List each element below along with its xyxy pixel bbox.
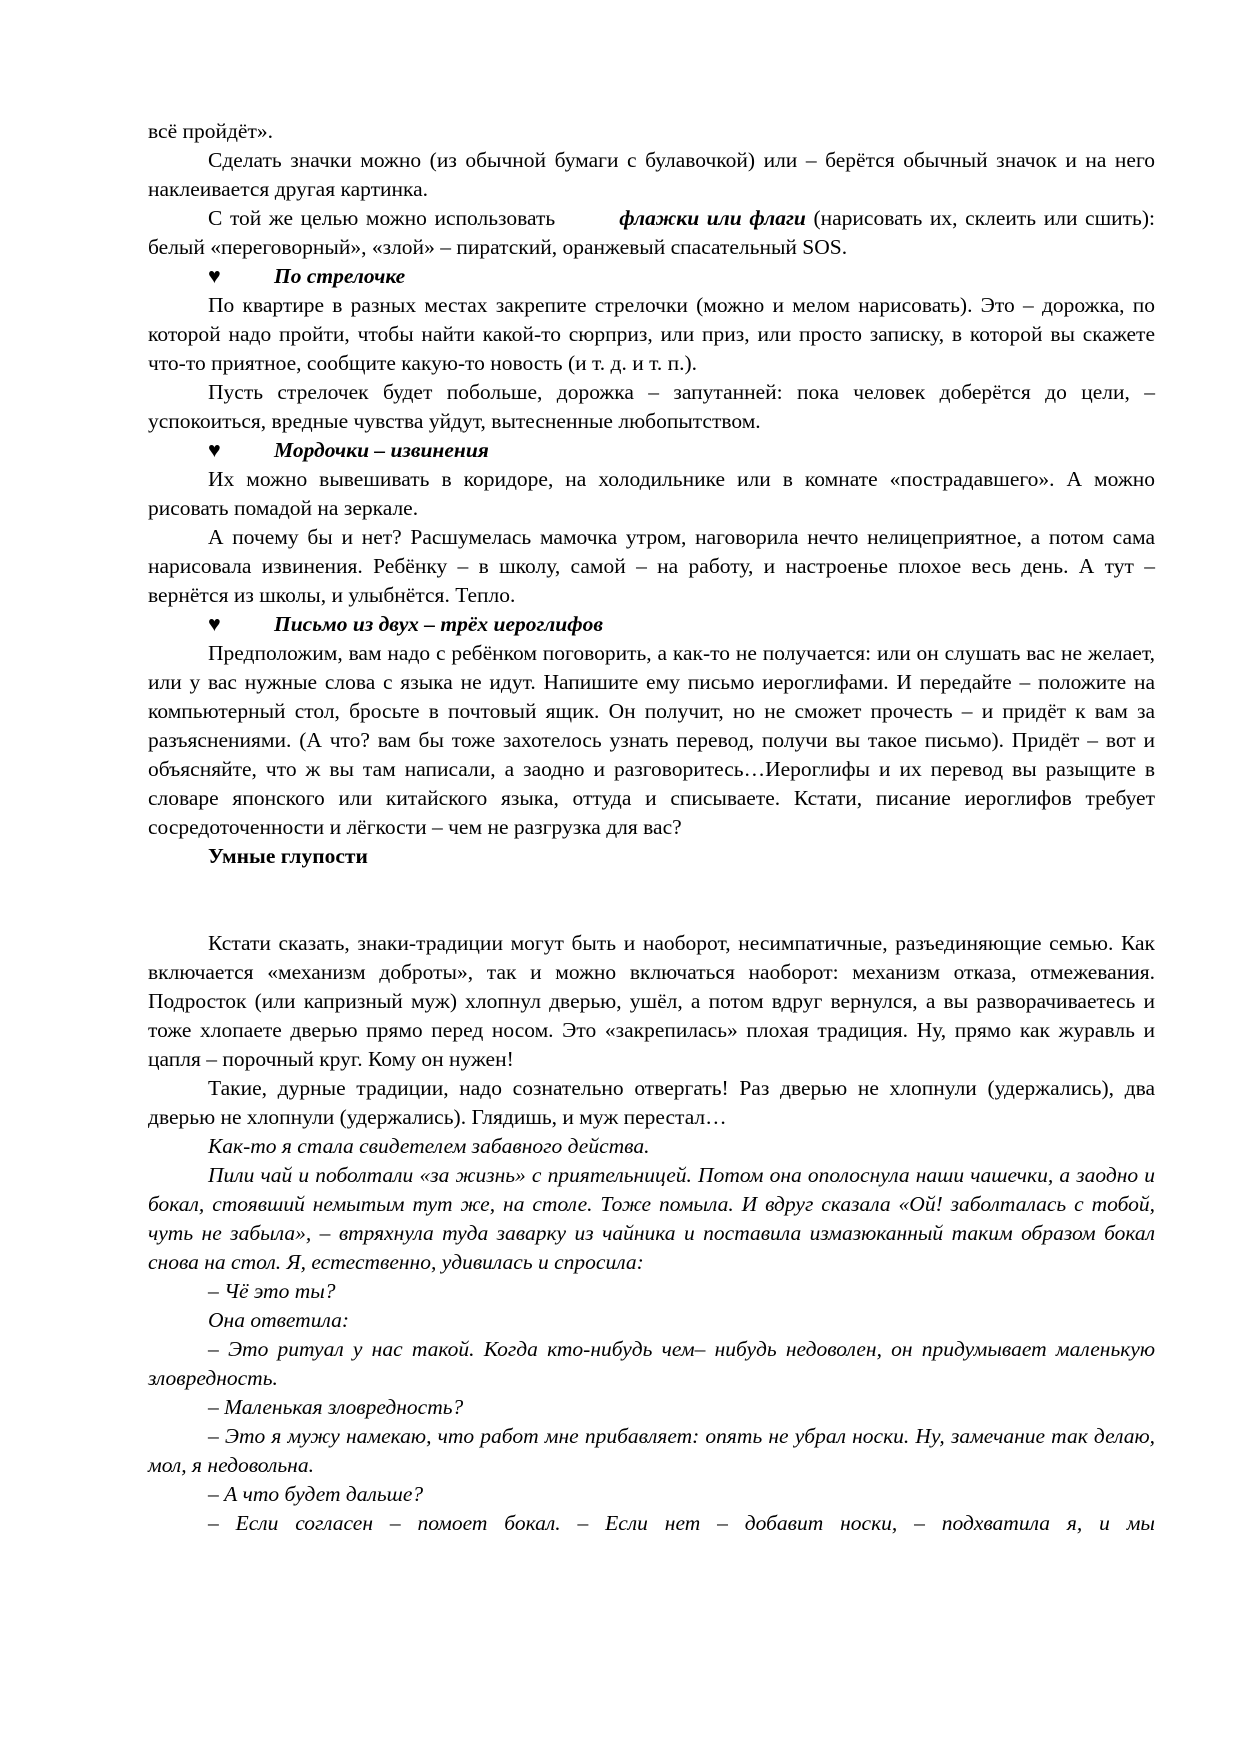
paragraph-text: (нарисовать их, склеить или сшить): белый «переговорный», «злой» – пиратский, оранжевый спасательный SOS.	[148, 206, 1155, 259]
paragraph: всё пройдёт».	[148, 119, 274, 143]
section-heading-text: По стрелочке	[274, 264, 406, 288]
section-heading-text: Письмо из двух – трёх иероглифов	[274, 612, 603, 636]
paragraph: Пусть стрелочек будет побольше, дорожка – запутанней: пока человек доберётся до цели, – успокоиться, вредные чувства уйдут, вытесненные любопытством.	[148, 380, 1155, 433]
paragraph: По квартире в разных местах закрепите стрелочки (можно и мелом нарисовать). Это – дорожка, по которой надо пройти, чтобы найти какой-то сюрприз, или приз, или просто записку, в которой вы скажете что-то приятное, сообщите какую-то новость (и т. д. и т. п.).	[148, 293, 1155, 375]
section-heading	[148, 610, 1155, 639]
paragraph: Кстати сказать, знаки-традиции могут быть и наоборот, несимпатичные, разъединяющие семью. Как включается «механизм доброты», так и можно включаться наоборот: механизм отказа, отмежевания. Подросток (или капризный муж) хлопнул дверью, ушёл, а потом вдруг вернулся, а вы разворачиваетесь и тоже хлопаете дверью прямо перед носом. Это «закрепилась» плохая традиция. Ну, прямо как журавль и цапля – порочный круг. Кому он нужен!	[148, 931, 1155, 1071]
dialogue-line: – Это ритуал у нас такой. Когда кто-нибудь чем– нибудь недоволен, он придумывает маленькую зловредность.	[148, 1337, 1155, 1390]
dialogue-line: Она ответила:	[208, 1308, 350, 1332]
dialogue-line: – Это я мужу намекаю, что работ мне прибавляет: опять не убрал носки. Ну, замечание так делаю, мол, я недовольна.	[148, 1424, 1155, 1477]
dialogue-line: – Маленькая зловредность?	[208, 1395, 464, 1419]
section-heading	[148, 262, 1155, 291]
heart-icon: ♥	[208, 264, 221, 288]
italic-paragraph: Пили чай и поболтали «за жизнь» с приятельницей. Потом она ополоснула наши чашечки, а заодно и бокал, стоявший немытым тут же, на столе. Тоже помыла. И вдруг сказала «Ой! заболталась с тобой, чуть не забыла», – втряхнула туда заварку из чайника и поставила измазюканный таким образом бокал снова на стол. Я, естественно, удивилась и спросила:	[148, 1163, 1155, 1274]
paragraph: Сделать значки можно (из обычной бумаги с булавочкой) или – берётся обычный значок и на него наклеивается другая картинка.	[148, 148, 1155, 201]
italic-paragraph: Как-то я стала свидетелем забавного действа.	[208, 1134, 650, 1158]
paragraph: Их можно вывешивать в коридоре, на холодильнике или в комнате «пострадавшего». А можно рисовать помадой на зеркале.	[148, 467, 1155, 520]
section-heading	[148, 436, 1155, 465]
paragraph-text: С той же целью можно использовать	[208, 206, 556, 230]
paragraph: А почему бы и нет? Расшумелась мамочка утром, наговорила нечто нелицеприятное, а потом сама нарисовала извинения. Ребёнку – в школу, самой – на работу, и настроенье плохое весь день. А тут – вернётся из школы, и улыбнётся. Тепло.	[148, 525, 1155, 607]
dialogue-line: – Чё это ты?	[208, 1279, 336, 1303]
paragraph: Такие, дурные традиции, надо сознательно отвергать! Раз дверью не хлопнули (удержались), два дверью не хлопнули (удержались). Глядишь, и муж перестал…	[148, 1076, 1155, 1129]
emphasis-text: флажки или флаги	[619, 206, 806, 230]
paragraph: Предположим, вам надо с ребёнком поговорить, а как-то не получается: или он слушать вас не желает, или у вас нужные слова с языка не идут. Напишите ему письмо иероглифами. И передайте – положите на компьютерный стол, бросьте в почтовый ящик. Он получит, но не сможет прочесть – и придёт к вам за разъяснениями. (А что? вам бы тоже захотелось узнать перевод, получи вы такое письмо). Придёт – вот и объясняйте, что ж вы там написали, а заодно и разговоритесь…Иероглифы и их перевод вы разыщите в словаре японского или китайского языка, оттуда и списываете. Кстати, писание иероглифов требует сосредоточенности и лёгкости – чем не разгрузка для вас?	[148, 641, 1155, 839]
section-heading-text: Мордочки – извинения	[274, 438, 489, 462]
dialogue-line: – Если согласен – помоет бокал. – Если нет – добавит носки, – подхватила я, и мы	[208, 1511, 1155, 1535]
section-heading: Умные глупости	[208, 844, 368, 868]
paragraph	[148, 204, 1155, 262]
dialogue-line: – А что будет дальше?	[208, 1482, 424, 1506]
heart-icon: ♥	[208, 612, 221, 636]
spacer	[148, 871, 1155, 929]
document-body	[148, 117, 1155, 1538]
heart-icon: ♥	[208, 438, 221, 462]
